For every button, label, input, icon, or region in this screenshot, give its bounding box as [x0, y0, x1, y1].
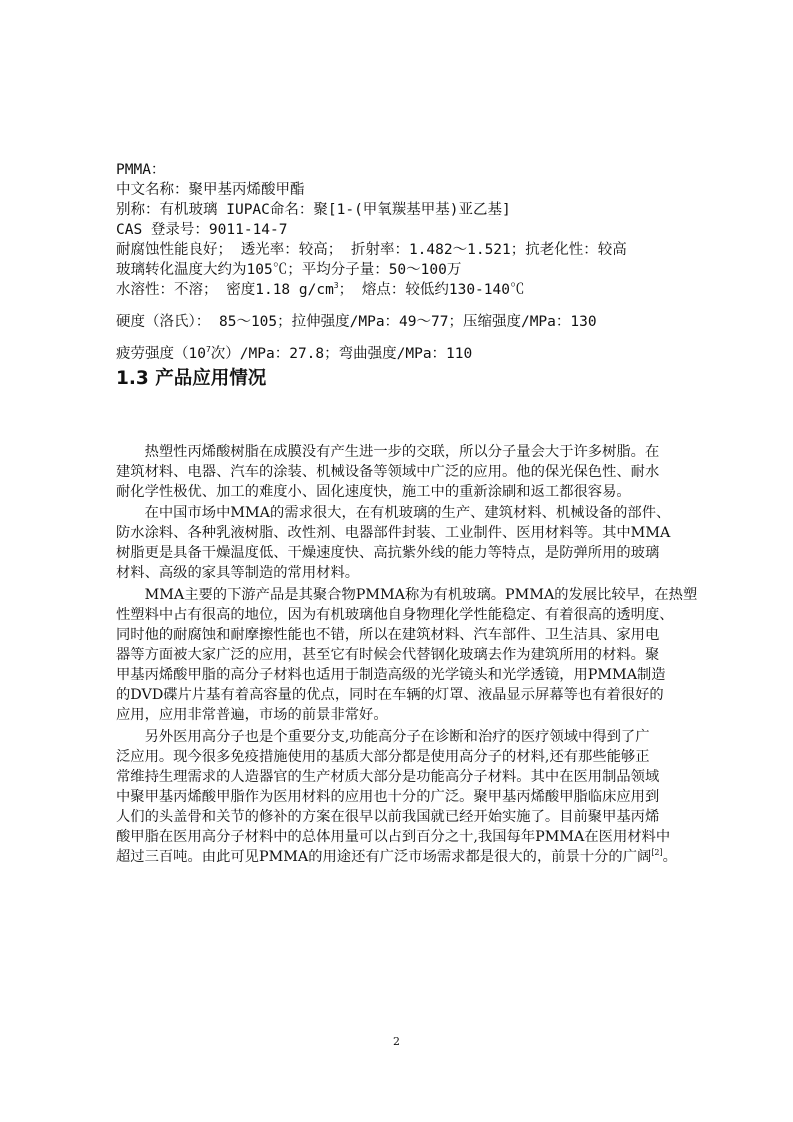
- paragraph-line: 树脂更是具备干燥温度低、干燥速度快、高抗紫外线的能力等特点，是防弹所用的玻璃: [116, 545, 660, 561]
- prop-line-7: [116, 280, 524, 300]
- prop-line-2: 中文名称：聚甲基丙烯酸甲酯: [116, 182, 305, 198]
- paragraph-line: MMA主要的下游产品是其聚合物PMMA称为有机玻璃。PMMA的发展比较早，在热塑: [116, 587, 698, 603]
- paragraph-line: 另外医用高分子也是个重要分支,功能高分子在诊断和治疗的医疗领域中得到了广: [116, 729, 650, 745]
- prop-line-5: 耐腐蚀性能良好； 透光率：较高； 折射率：1.482～1.521；抗老化性：较高: [116, 242, 627, 258]
- paragraph-text: 超过三百吨。由此可见PMMA的用途还有广泛市场需求都是很大的，前景十分的广阔: [116, 849, 652, 865]
- reference-citation: [2]: [651, 848, 663, 858]
- paragraph-line: 热塑性丙烯酸树脂在成膜没有产生进一步的交联，所以分子量会大于许多树脂。在: [116, 444, 660, 460]
- prop-line-7-sup: 3: [333, 281, 339, 291]
- prop-line-7a: 水溶性：不溶； 密度1.18 g/cm: [116, 282, 334, 298]
- paragraph-3: [116, 585, 722, 725]
- paragraph-line: 泛应用。现今很多免疫措施使用的基质大部分都是使用高分子的材料,还有那些能够正: [116, 749, 650, 765]
- paragraph-line: 防水涂料、各种乳液树脂、改性剂、电器部件封装、工业制件、医用材料等。其中MMA: [116, 525, 671, 541]
- prop-line-9-sup: 7: [205, 345, 211, 355]
- paragraph-line: 甲基丙烯酸甲脂的高分子材料也适用于制造高级的光学镜头和光学透镜，用PMMA制造: [116, 667, 666, 683]
- section-heading: 1.3 产品应用情况: [116, 368, 267, 389]
- paragraph-line: 常维持生理需求的人造器官的生产材质大部分是功能高分子材料。其中在医用制品领域: [116, 769, 660, 785]
- prop-line-4: CAS 登录号：9011-14-7: [116, 222, 288, 238]
- prop-line-9a: 疲劳强度（10: [116, 346, 206, 362]
- paragraph-line: 应用，应用非常普遍，市场的前景非常好。: [116, 707, 388, 723]
- paragraph-end: 。: [662, 849, 677, 865]
- paragraph-line: 人们的头盖骨和关节的修补的方案在很早以前我国就已经开始实施了。目前聚甲基丙烯: [116, 809, 660, 825]
- prop-line-6: 玻璃转化温度大约为105℃；平均分子量：50～100万: [116, 262, 462, 278]
- prop-line-3: 别称：有机玻璃 IUPAC命名：聚[1-(甲氧羰基甲基)亚乙基]: [116, 202, 511, 218]
- paragraph-line: 的DVD碟片片基有着高容量的优点，同时在车辆的灯罩、液晶显示屏幕等也有着很好的: [116, 687, 664, 703]
- prop-line-1: PMMA：: [116, 162, 166, 178]
- prop-line-7b: ； 熔点：较低约130-140℃: [338, 282, 525, 298]
- prop-line-9: [116, 344, 472, 364]
- paragraph-line-last: [116, 847, 722, 867]
- paragraph-line: 耐化学性极优、加工的难度小、固化速度快，施工中的重新涂刷和返工都很容易。: [116, 484, 631, 500]
- paragraph-line: 材料、高级的家具等制造的常用材料。: [116, 565, 360, 581]
- paragraph-line: 酸甲脂在医用高分子材料中的总体用量可以占到百分之十,我国每年PMMA在医用材料中: [116, 829, 671, 845]
- paragraph-line: 建筑材料、电器、汽车的涂装、机械设备等领域中广泛的应用。他的保光保色性、耐水: [116, 464, 660, 480]
- paragraph-line: 在中国市场中MMA的需求很大，在有机玻璃的生产、建筑材料、机械设备的部件、: [116, 505, 671, 521]
- page-number: 2: [393, 1035, 400, 1048]
- paragraph-line: 性塑料中占有很高的地位，因为有机玻璃他自身物理化学性能稳定、有着很高的透明度、: [116, 607, 674, 623]
- paragraph-line: 器等方面被大家广泛的应用，甚至它有时候会代替钢化玻璃去作为建筑所用的材料。聚: [116, 647, 660, 663]
- prop-line-8: 硬度（洛氏）： 85～105；拉伸强度/MPa：49～77；压缩强度/MPa：130: [116, 314, 597, 330]
- paragraph-2: [116, 503, 722, 583]
- paragraph-line: 中聚甲基丙烯酸甲脂作为医用材料的应用也十分的广泛。聚甲基丙烯酸甲脂临床应用到: [116, 789, 660, 805]
- prop-line-9b: 次）/MPa：27.8；弯曲强度/MPa：110: [210, 346, 473, 362]
- paragraph-1: [116, 442, 722, 502]
- paragraph-4: [116, 727, 722, 867]
- paragraph-line: 同时他的耐腐蚀和耐摩擦性能也不错，所以在建筑材料、汽车部件、卫生洁具、家用电: [116, 627, 660, 643]
